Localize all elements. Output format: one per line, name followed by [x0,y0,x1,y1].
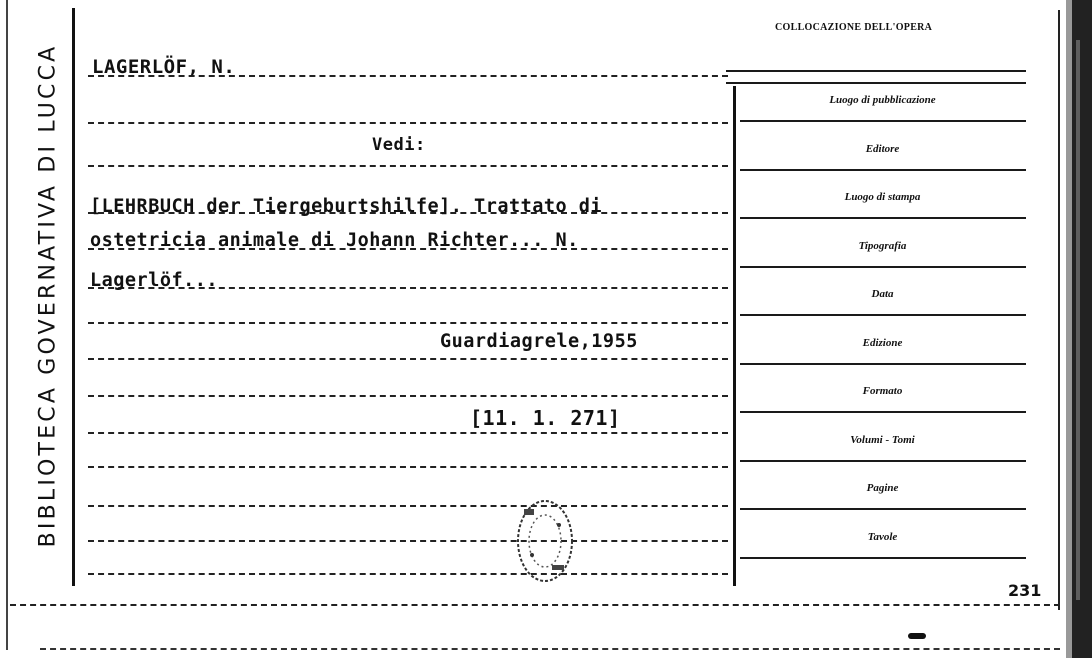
rule-line [88,122,728,124]
right-panel-heading: COLLOCAZIONE DELL'OPERA [775,22,933,33]
author-heading: LAGERLÖF, N. [92,56,236,78]
right-panel-top-rule [726,70,1026,72]
field-rule-line [740,363,1026,365]
right-panel-left-border [733,86,736,586]
imprint: Guardiagrele,1955 [440,331,638,352]
rule-line [88,395,728,397]
handwritten-number: 231 [1008,581,1042,600]
rule-line [88,432,728,434]
shelfmark: [11. 1. 271] [470,406,621,430]
left-margin-line [72,8,75,586]
rule-line [88,322,728,324]
bottom-right-mark [908,633,926,639]
field-label-7: Formato [862,385,903,397]
field-rule-line [740,169,1026,171]
bottom-edge [40,648,1060,650]
field-label-9: Pagine [866,482,899,494]
field-label-1: Luogo di pubblicazione [829,94,936,106]
library-name: BIBLIOTECA GOVERNATIVA DI LUCCA [35,43,61,547]
field-rule-line [740,411,1026,413]
see-reference-label: Vedi: [372,135,426,155]
rule-line [88,540,728,542]
title-line-3: Lagerlöf... [90,270,219,291]
title-line-1: [LEHRBUCH der Tiergeburtshilfe]. Trattato di [90,196,603,217]
field-rule-line [740,266,1026,268]
field-rule-line [740,508,1026,510]
rule-line [88,466,728,468]
field-label-5: Data [871,288,894,300]
library-name-vertical [36,0,60,590]
rule-line [88,358,728,360]
field-rule-line [740,460,1026,462]
field-rule-line [740,120,1026,122]
field-label-10: Tavole [867,530,898,543]
field-label-4: Tipografia [858,239,907,252]
left-outer-border [6,0,8,650]
field-label-3: Luogo di stampa [844,191,921,203]
field-rule-line [740,217,1026,219]
library-stamp-icon [512,495,578,587]
field-label-8: Volumi - Tomi [850,433,915,446]
title-line-2: ostetricia animale di Johann Richter... N. [90,230,579,251]
rule-line [88,573,728,575]
scan-edge-shadow [1062,0,1092,658]
field-rule-line [740,314,1026,316]
right-scan-line [1058,10,1060,610]
rule-line [88,505,728,507]
field-rule-line [740,557,1026,559]
rule-line [88,165,728,167]
bottom-rule [10,604,1060,606]
right-panel-rule [726,82,1026,84]
field-label-2: Editore [865,142,900,155]
field-label-6: Edizione [862,336,903,349]
